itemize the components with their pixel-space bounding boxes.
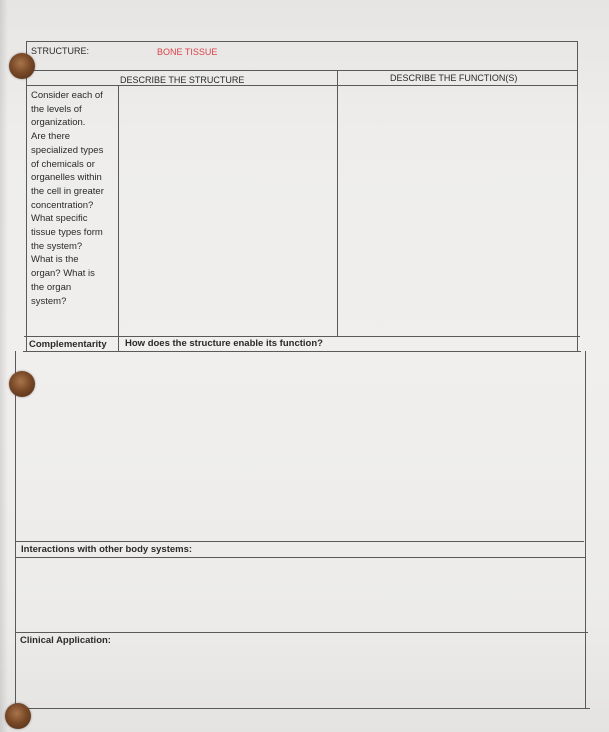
- column-header-structure: DESCRIBE THE STRUCTURE: [120, 75, 245, 85]
- header-row-bottom: [26, 70, 577, 71]
- complementarity-label: Complementarity: [29, 339, 107, 350]
- table-top-border: [26, 41, 577, 42]
- complementarity-area-bottom: [16, 541, 584, 542]
- prompt-line: organelles within: [31, 172, 102, 184]
- clinical-application-label: Clinical Application:: [20, 635, 111, 646]
- structure-value: BONE TISSUE: [157, 47, 218, 57]
- prompt-line: organ? What is: [31, 268, 95, 280]
- interactions-label: Interactions with other body systems:: [21, 544, 193, 555]
- interactions-area-bottom: [15, 632, 588, 633]
- prompt-line: Consider each of: [31, 90, 103, 101]
- prompt-column-divider: [118, 85, 119, 351]
- left-border-top: [26, 41, 27, 351]
- prompt-line: concentration?: [31, 199, 94, 211]
- binder-hole-bottom: [5, 703, 31, 729]
- prompt-line: organization.: [31, 117, 86, 129]
- complementarity-question: How does the structure enable its function?: [125, 338, 323, 349]
- binder-hole-middle: [9, 371, 35, 397]
- structure-function-divider: [337, 70, 338, 336]
- prompt-line: the levels of: [31, 103, 82, 115]
- prompt-line: the organ: [31, 281, 72, 293]
- binder-hole-top: [9, 53, 35, 79]
- table-bottom-border: [14, 708, 590, 709]
- complementarity-row-bottom: [23, 351, 581, 352]
- prompt-line: What is the: [31, 254, 79, 266]
- structure-label: STRUCTURE:: [31, 46, 89, 56]
- prompt-line: Are there: [31, 131, 71, 143]
- paper-shadow: [0, 0, 8, 732]
- prompt-line: the cell in greater: [31, 185, 104, 197]
- prompt-line: system?: [31, 295, 67, 307]
- prompt-line: the system?: [31, 240, 83, 252]
- right-border-top: [577, 41, 578, 351]
- prompt-line: of chemicals or: [31, 158, 95, 170]
- prompt-line: What specific: [31, 213, 88, 225]
- left-border-bottom: [15, 351, 16, 708]
- prompt-line: tissue types form: [31, 227, 103, 239]
- column-header-function: DESCRIBE THE FUNCTION(S): [390, 73, 518, 83]
- prompt-line: specialized types: [31, 144, 104, 156]
- right-border-bottom: [585, 351, 586, 708]
- interactions-header-bottom: [16, 557, 586, 558]
- structure-prompt: [31, 89, 104, 308]
